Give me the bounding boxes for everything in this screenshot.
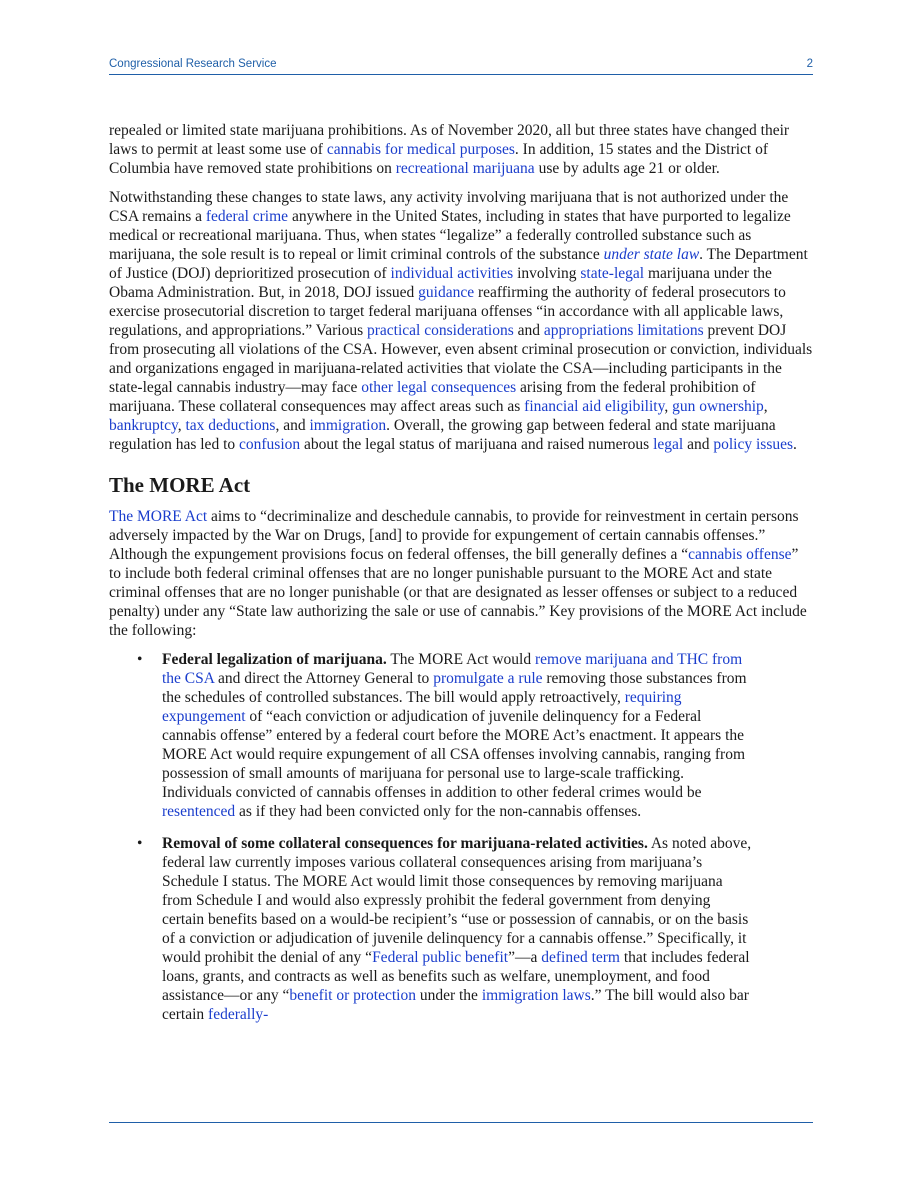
link-cannabis-medical-purposes[interactable]: cannabis for medical purposes: [326, 141, 515, 158]
bullet-lead: Federal legalization of marijuana.: [162, 651, 387, 668]
link-resentenced[interactable]: resentenced: [162, 803, 236, 820]
link-requiring-expungement[interactable]: requiring expungement: [162, 689, 682, 725]
link-guidance[interactable]: guidance: [418, 284, 475, 301]
link-immigration-laws[interactable]: immigration laws: [481, 987, 591, 1004]
link-state-legal[interactable]: state-legal: [580, 265, 645, 282]
link-individual-activities[interactable]: individual activities: [390, 265, 514, 282]
paragraph-more-act-intro: The MORE Act aims to “decriminalize and deschedule cannabis, to provide for reinvestment in certain persons adversely impacted by the War on Drugs, [and] to provide for expungement of certain cannabis offenses.” Although the expungement provisions focus on federal offenses, the bill generally defines a “cannabis offense” to include both federal criminal offenses that are no longer punishable pursuant to the MORE Act and state criminal offenses that are no longer punishable (or that are designated as lesser offenses or subject to a reduced penalty) under any “State law authorizing the sale or use of cannabis.” Key provisions of the MORE Act include the following:: [109, 508, 807, 639]
link-federal-public-benefit[interactable]: Federal public benefit: [372, 949, 509, 966]
page-number: 2: [806, 58, 813, 70]
bullet-icon: •: [137, 835, 143, 852]
bullet-lead: Removal of some collateral consequences for marijuana-related activities.: [162, 835, 648, 852]
link-remove-marijuana-thc[interactable]: remove marijuana and THC from the CSA: [162, 651, 743, 687]
header-org: Congressional Research Service: [109, 58, 277, 70]
running-header: [109, 56, 813, 75]
link-legal[interactable]: legal: [653, 436, 684, 453]
link-benefit-or-protection[interactable]: benefit or protection: [289, 987, 416, 1004]
link-defined-term[interactable]: defined term: [541, 949, 620, 966]
link-under-state-law[interactable]: under state law: [603, 246, 700, 263]
link-recreational-marijuana[interactable]: recreational marijuana: [395, 160, 535, 177]
link-other-legal-consequences[interactable]: other legal consequences: [361, 379, 517, 396]
paragraph-state-changes: repealed or limited state marijuana prohibitions. As of November 2020, all but three states have changed their laws to permit at least some use of cannabis for medical purposes. In addition, 15 states and the District of Columbia have removed state prohibitions on recreational marijuana use by adults age 21 or older.: [109, 122, 790, 177]
section-heading: The MORE Act: [109, 473, 251, 497]
footer-rule: [109, 1122, 813, 1123]
list-item: • Federal legalization of marijuana. The MORE Act would remove marijuana and THC from the CSA and direct the Attorney General to promulgate a rule removing those substances from the schedules of controlled substances. The bill would apply retroactively, requiring expungement of “each conviction or adjudication of juvenile delinquency for a Federal cannabis offense” entered by a federal court before the MORE Act’s enactment. It appears the MORE Act would require expungement of all CSA offenses involving cannabis, ranging from possession of small amounts of marijuana for personal use to large-scale trafficking. Individuals convicted of cannabis offenses in addition to other federal crimes would be resentenced as if they had been convicted only for the non-cannabis offenses.: [137, 651, 747, 820]
link-cannabis-offense[interactable]: cannabis offense: [688, 546, 792, 563]
link-promulgate-a-rule[interactable]: promulgate a rule: [433, 670, 543, 687]
link-federally[interactable]: federally-: [208, 1006, 269, 1023]
link-practical-considerations[interactable]: practical considerations: [367, 322, 514, 339]
link-gun-ownership[interactable]: gun ownership: [672, 398, 764, 415]
document-body: [109, 121, 813, 1037]
paragraph-federal-law: Notwithstanding these changes to state laws, any activity involving marijuana that is not authorized under the CSA remains a federal crime anywhere in the United States, including in states that have purported to legalize medical or recreational marijuana. Thus, when states “legalize” a federally controlled substance such as marijuana, the sole result is to repeal or limit criminal controls of the substance under state law. The Department of Justice (DOJ) deprioritized prosecution of individual activities involving state-legal marijuana under the Obama Administration. But, in 2018, DOJ issued guidance reaffirming the authority of federal prosecutors to exercise prosecutorial discretion to target federal marijuana offenses “in accordance with all applicable laws, regulations, and appropriations.” Various practical considerations and appropriations limitations prevent DOJ from prosecuting all violations of the CSA. However, even absent criminal prosecution or conviction, individuals and organizations engaged in marijuana-related activities that violate the CSA—including participants in the state-legal cannabis industry—may face other legal consequences arising from the federal prohibition of marijuana. These collateral consequences may affect areas such as financial aid eligibility, gun ownership, bankruptcy, tax deductions, and immigration. Overall, the growing gap between federal and state marijuana regulation has led to confusion about the legal status of marijuana and raised numerous legal and policy issues.: [109, 189, 813, 453]
list-item: • Removal of some collateral consequences for marijuana-related activities. As noted above, federal law currently imposes various collateral consequences arising from marijuana’s Schedule I status. The MORE Act would limit those consequences by removing marijuana from Schedule I and would also expressly prohibit the federal government from denying certain benefits based on a would-be recipient’s “use or possession of cannabis, or on the basis of a conviction or adjudication of juvenile delinquency for a cannabis offense.” Specifically, it would prohibit the denial of any “Federal public benefit”—a defined term that includes federal loans, grants, and contracts as well as benefits such as welfare, unemployment, and food assistance—or any “benefit or protection under the immigration laws.” The bill would also bar certain federally-: [137, 835, 752, 1023]
link-appropriations-limitations[interactable]: appropriations limitations: [543, 322, 704, 339]
provisions-list: [109, 650, 813, 1024]
link-policy-issues[interactable]: policy issues: [713, 436, 794, 453]
link-bankruptcy[interactable]: bankruptcy: [109, 417, 178, 434]
link-federal-crime[interactable]: federal crime: [205, 208, 289, 225]
link-confusion[interactable]: confusion: [239, 436, 301, 453]
link-the-more-act[interactable]: The MORE Act: [109, 508, 208, 525]
bullet-icon: •: [137, 651, 143, 668]
link-financial-aid-eligibility[interactable]: financial aid eligibility: [524, 398, 665, 415]
link-immigration[interactable]: immigration: [309, 417, 387, 434]
link-tax-deductions[interactable]: tax deductions: [185, 417, 276, 434]
